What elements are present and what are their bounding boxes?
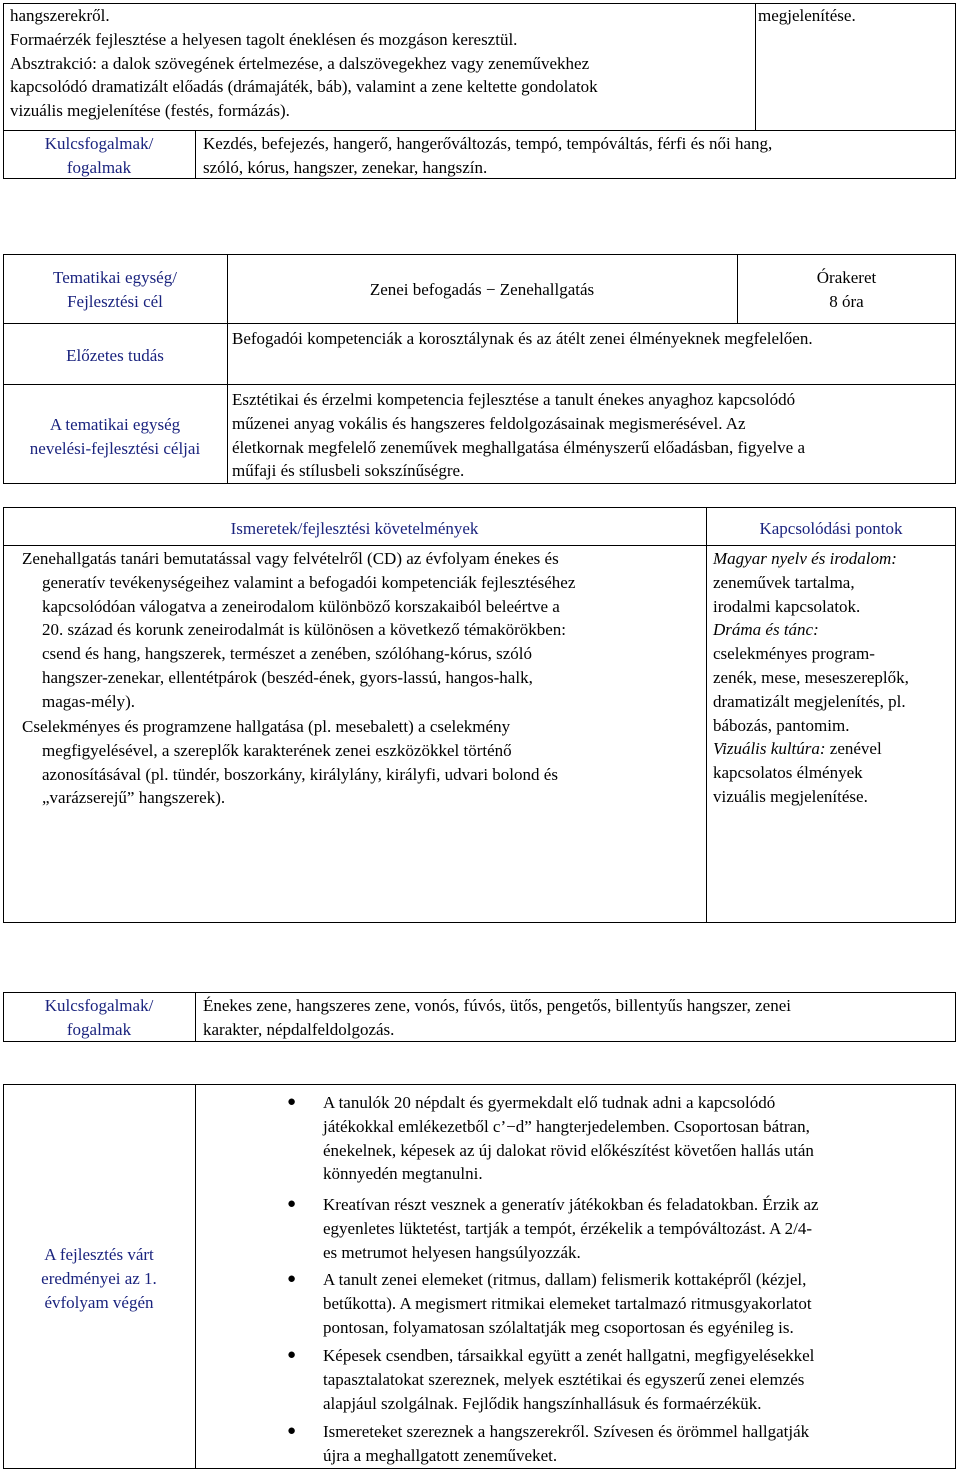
text-line: zenék, mese, meseszereplők, [713, 667, 909, 687]
label-line: eredményei az 1. [41, 1268, 157, 1288]
text-line: kapcsolódóan válogatva a zeneirodalom különböző korszakaiból beleértve a [42, 596, 560, 616]
top-right-text: megjelenítése. [758, 6, 856, 25]
text-line: Absztrakció: a dalok szövegének értelmezése, a dalszövegekhez vagy zeneművekhez [10, 53, 590, 73]
key-concepts-text [203, 132, 772, 180]
prior-knowledge-label: Előzetes tudás [66, 346, 164, 365]
label-line: Kulcsfogalmak/ [44, 134, 154, 153]
prior-knowledge-text: Befogadói kompetenciák a korosztálynak és az átélt zenei élményeknek megfelelően. [232, 329, 813, 348]
label-line: Tematikai egység/ [53, 268, 177, 287]
label-line: fogalmak [66, 1019, 132, 1039]
text-line: kapcsolatos élmények [713, 763, 863, 783]
top-section-divider [755, 3, 756, 131]
unit-title: Zenei befogadás − Zenehallgatás [369, 280, 595, 299]
text-line: tapasztalatokat szereznek, melyek esztétikai és egyszerű zenei elemzés [323, 1369, 805, 1389]
unit-table-row-divider-2 [3, 384, 956, 385]
text-line: betűkotta). A megismert ritmikai elemeket tartalmazó ritmusgyakorlatot [323, 1293, 812, 1313]
text-line: azonosításával (pl. tündér, boszorkány, királylány, királyfi, udvari bolond és [42, 764, 558, 784]
text-line: Kreatívan részt vesznek a generatív játékokban és feladatokban. Érzik az [323, 1195, 819, 1214]
text-line: könnyedén megtanulni. [323, 1164, 483, 1184]
requirements-header-divider [3, 545, 956, 546]
text-line: vizuális megjelenítése (festés, formázás). [10, 101, 290, 121]
text-line: Énekes zene, hangszeres zene, vonós, fúvós, ütős, pengetős, billentyűs hangszer, zenei [203, 996, 791, 1015]
text-line: bábozás, pantomim. [713, 715, 850, 735]
requirements-paragraph-1 [22, 547, 575, 714]
key-concepts2-text [203, 994, 791, 1042]
bullet-icon: ● [287, 1271, 297, 1287]
key-concepts-table-divider [195, 992, 196, 1042]
label-line: fogalmak [66, 157, 132, 177]
text-line: újra a meghallgatott zeneműveket. [323, 1445, 558, 1465]
requirements-left-header: Ismeretek/fejlesztési követelmények [230, 519, 479, 538]
label-line: nevelési-fejlesztési céljai [29, 438, 201, 458]
text-line: hangszerekről. [10, 6, 110, 25]
text-line: A tanulók 20 népdalt és gyermekdalt elő tudnak adni a kapcsolódó [323, 1093, 776, 1112]
text-line: pontosan, folyamatosan szólaltatják meg csoportosan és egyénileg is. [323, 1317, 794, 1337]
text-fragment: zenével [825, 739, 882, 759]
bullet-icon: ● [287, 1196, 297, 1212]
goals-text [232, 388, 805, 483]
label-line: A fejlesztés várt [44, 1245, 154, 1264]
label-line: A tematikai egység [49, 415, 181, 434]
text-line: zeneművek tartalma, [713, 572, 855, 592]
hours-value: 8 óra [829, 291, 864, 311]
label-line: évfolyam végén [44, 1292, 154, 1312]
text-line: énekelnek, képesek az új dalokat rövid előkészítést követően hallás után [323, 1140, 814, 1160]
connection-points [713, 547, 909, 809]
goals-label [3, 413, 227, 461]
key-concepts-divider [195, 130, 196, 179]
text-line: dramatizált megjelenítés, pl. [713, 691, 906, 711]
requirements-right-header: Kapcsolódási pontok [759, 519, 903, 538]
text-line: megfigyelésével, a szereplők karakterének zenei eszközökkel történő [42, 740, 512, 760]
hours-block [737, 266, 956, 314]
top-section-row-divider [3, 130, 956, 131]
text-line: hangszer-zenekar, ellentétpárok (beszéd-ének, gyors-lassú, hangos-halk, [42, 667, 533, 687]
text-line: Kezdés, befejezés, hangerő, hangerőváltozás, tempó, tempóváltás, férfi és női hang, [203, 134, 773, 153]
text-line: egyenletes lüktetést, tartják a tempót, érzékelik a tempóváltozást. A 2/4- [323, 1218, 813, 1238]
text-line: Zenehallgatás tanári bemutatással vagy felvételről (CD) az évfolyam énekes és [22, 549, 559, 568]
key-concepts-label [3, 132, 195, 180]
text-line: 20. század és korunk zeneirodalmát is különösen a következő témakörökben: [42, 620, 566, 640]
text-line: Formaérzék fejlesztése a helyesen tagolt éneklésen és mozgáson keresztül. [10, 29, 518, 49]
text-line: karakter, népdalfeldolgozás. [203, 1019, 395, 1039]
text-line: műfaji és stílusbeli sokszínűségre. [232, 461, 465, 481]
text-line: csend és hang, hangszerek, természet a zenében, szólóhang-kórus, szóló [42, 644, 532, 664]
bullet-icon: ● [287, 1423, 297, 1439]
bullet-icon: ● [287, 1094, 297, 1110]
text-line: Esztétikai és érzelmi kompetencia fejlesztése a tanult énekes anyaghoz kapcsolódó [232, 390, 796, 409]
results-label [3, 1243, 195, 1314]
hours-label: Órakeret [816, 268, 877, 287]
text-line: műzenei anyag vokális és hangszeres feldolgozásainak megismerésével. Az [232, 413, 746, 433]
requirements-divider [706, 507, 707, 923]
text-line: A tanult zenei elemeket (ritmus, dallam) felismerik kottaképről (kézjel, [323, 1270, 807, 1289]
text-line: Ismereteket szereznek a hangszerekről. Szívesen és örömmel hallgatják [323, 1422, 810, 1441]
link-subject-drama: Dráma és tánc: [713, 620, 819, 640]
text-line: Képesek csendben, társaikkal együtt a zenét hallgatni, megfigyelésekkel [323, 1346, 815, 1365]
text-line: Cselekményes és programzene hallgatása (pl. mesebalett) a cselekmény [22, 717, 511, 736]
requirements-paragraph-2 [22, 715, 558, 810]
unit-table-row-divider-1 [3, 323, 956, 324]
top-left-text [10, 4, 598, 123]
text-line: alapjául szolgálnak. Fejlődik hangszínhallásuk és formaérzékük. [323, 1393, 762, 1413]
label-line: Kulcsfogalmak/ [44, 996, 154, 1015]
text-line: magas-mély). [42, 691, 135, 711]
results-table-divider [195, 1084, 196, 1469]
text-line: szóló, kórus, hangszer, zenekar, hangszín. [203, 157, 488, 177]
label-line: Fejlesztési cél [67, 291, 163, 311]
text-line: cselekményes program- [713, 644, 875, 664]
text-line [713, 737, 909, 761]
text-line: irodalmi kapcsolatok. [713, 596, 861, 616]
text-line: kapcsolódó dramatizált előadás (drámajáték, báb), valamint a zene keltette gondolatok [10, 77, 598, 97]
text-line: „varázserejű” hangszerek). [42, 788, 226, 808]
text-line: játékokkal emlékezetből c’−d” hangterjedelemben. Csoportosan bátran, [323, 1116, 810, 1136]
link-subject-hungarian: Magyar nyelv és irodalom: [713, 549, 897, 568]
bullet-icon: ● [287, 1347, 297, 1363]
text-line: életkornak megfelelő zeneművek meghallgatása élményszerű előadásban, figyelve a [232, 437, 806, 457]
text-line: generatív tevékenységeihez valamint a befogadói kompetenciák fejlesztéséhez [42, 572, 576, 592]
key-concepts2-label [3, 994, 195, 1042]
text-line: es metrumot helyesen hangsúlyozzák. [323, 1242, 581, 1262]
unit-label [3, 266, 227, 314]
link-subject-visual: Vizuális kultúra: [713, 739, 826, 759]
text-line: vizuális megjelenítése. [713, 786, 868, 806]
